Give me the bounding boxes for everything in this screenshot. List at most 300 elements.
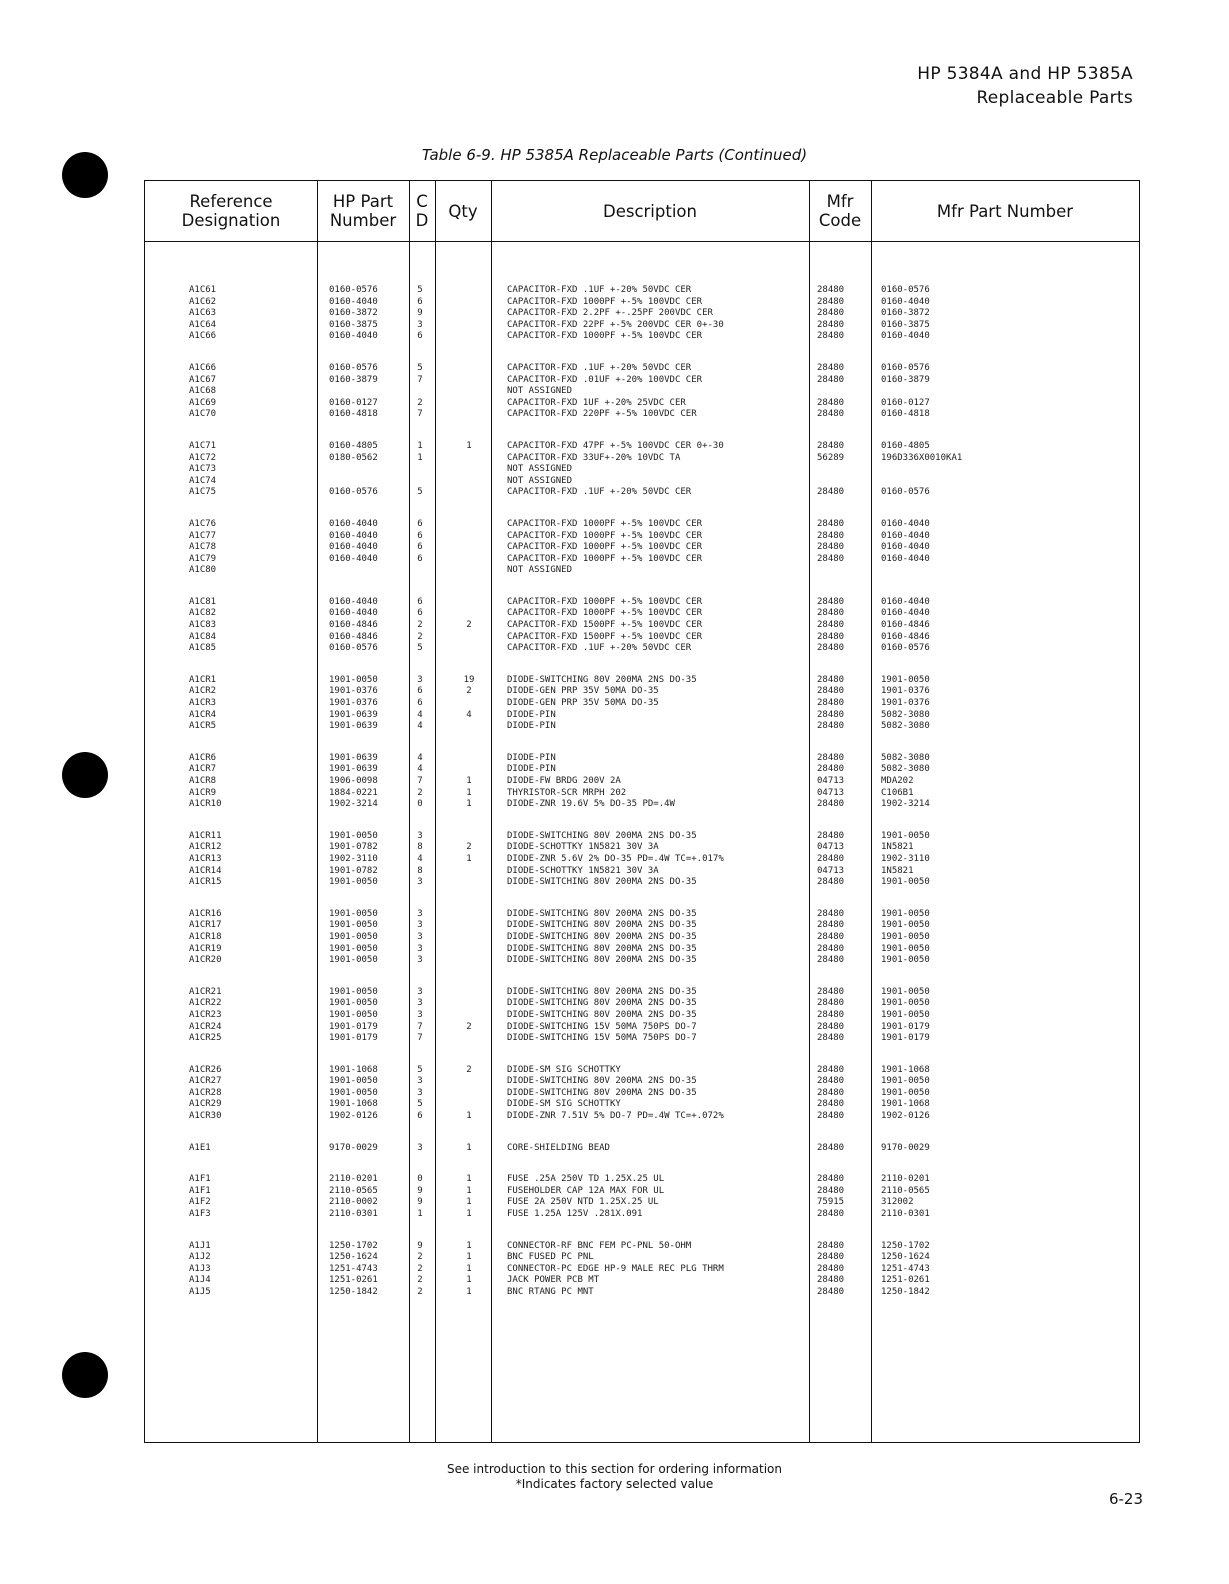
- cell-description: CAPACITOR-FXD .1UF +-20% 50VDC CER: [507, 362, 692, 373]
- cell-mfr-code: 28480: [817, 1033, 845, 1044]
- cell-hp-part: 1901-0376: [329, 698, 378, 709]
- cell-mfr-part: 1251-4743: [881, 1263, 930, 1274]
- cell-description: DIODE-GEN PRP 35V 50MA DO-35: [507, 686, 659, 697]
- cell-description: CAPACITOR-FXD 33UF+-20% 10VDC TA: [507, 452, 681, 463]
- cell-description: NOT ASSIGNED: [507, 386, 573, 397]
- cell-mfr-part: 0160-0576: [881, 362, 930, 373]
- cell-reference: A1C64: [189, 319, 217, 330]
- cell-description: FUSE .25A 250V TD 1.25X.25 UL: [507, 1174, 665, 1185]
- cell-mfr-code: 28480: [817, 518, 845, 529]
- cell-mfr-code: 28480: [817, 1287, 845, 1297]
- cell-hp-part: 0180-0562: [329, 452, 378, 463]
- table-row: [145, 1088, 1139, 1100]
- cell-reference: A1C75: [189, 487, 217, 498]
- cell-reference: A1C61: [189, 285, 217, 295]
- table-row: [145, 909, 1139, 921]
- cell-hp-part: 1901-0050: [329, 830, 378, 841]
- cell-hp-part: 1901-0179: [329, 1033, 378, 1044]
- cell-reference: A1J5: [189, 1287, 211, 1297]
- cell-mfr-code: 28480: [817, 1111, 845, 1122]
- cell-mfr-part: 1901-1068: [881, 1064, 930, 1075]
- table-row: [145, 441, 1139, 453]
- cell-cd: 6: [417, 542, 423, 553]
- cell-description: DIODE-PIN: [507, 709, 556, 720]
- table-row: [145, 597, 1139, 609]
- table-row: [145, 632, 1139, 644]
- cell-qty: 1: [466, 1275, 472, 1286]
- cell-mfr-part: 0160-0576: [881, 643, 930, 654]
- cell-mfr-code: 28480: [817, 553, 845, 564]
- cell-reference: A1C76: [189, 518, 217, 529]
- cell-description: DIODE-SM SIG SCHOTTKY: [507, 1099, 621, 1110]
- cell-description: DIODE-ZNR 7.51V 5% DO-7 PD=.4W TC=+.072%: [507, 1111, 724, 1122]
- cell-mfr-code: 28480: [817, 920, 845, 931]
- table-row: [145, 297, 1139, 309]
- cell-hp-part: 0160-4040: [329, 296, 378, 307]
- cell-hp-part: 0160-4040: [329, 596, 378, 607]
- table-row: [145, 1197, 1139, 1209]
- cell-mfr-part: 0160-0576: [881, 487, 930, 498]
- table-row: [145, 643, 1139, 655]
- cell-mfr-part: 1901-0050: [881, 830, 930, 841]
- cell-mfr-part: 0160-4846: [881, 620, 930, 631]
- cell-mfr-part: 1901-0050: [881, 920, 930, 931]
- cell-reference: A1C62: [189, 296, 217, 307]
- cell-mfr-part: 0160-4040: [881, 530, 930, 541]
- cell-hp-part: 1884-0221: [329, 787, 378, 798]
- cell-reference: A1C71: [189, 440, 217, 451]
- cell-reference: A1CR21: [189, 986, 222, 997]
- cell-mfr-code: 04713: [817, 842, 845, 853]
- cell-reference: A1C70: [189, 409, 217, 420]
- cell-mfr-part: 1N5821: [881, 842, 914, 853]
- cell-reference: A1C69: [189, 397, 217, 408]
- cell-reference: A1CR9: [189, 787, 217, 798]
- table-row: [145, 608, 1139, 620]
- row-group: [145, 519, 1139, 577]
- cell-mfr-code: 28480: [817, 943, 845, 954]
- cell-description: FUSEHOLDER CAP 12A MAX FOR UL: [507, 1185, 665, 1196]
- cell-hp-part: 2110-0002: [329, 1197, 378, 1208]
- cell-reference: A1CR2: [189, 686, 217, 697]
- cell-reference: A1F1: [189, 1174, 211, 1185]
- cell-cd: 7: [417, 409, 423, 420]
- cell-cd: 7: [417, 374, 423, 385]
- cell-cd: 2: [417, 1275, 423, 1286]
- cell-mfr-part: 2110-0201: [881, 1174, 930, 1185]
- cell-cd: 8: [417, 865, 423, 876]
- cell-description: DIODE-ZNR 19.6V 5% DO-35 PD=.4W: [507, 799, 675, 810]
- cell-mfr-code: 28480: [817, 908, 845, 919]
- cell-hp-part: 0160-0127: [329, 397, 378, 408]
- cell-qty: 1: [466, 787, 472, 798]
- table-row: [145, 842, 1139, 854]
- cell-reference: A1C82: [189, 608, 217, 619]
- cell-description: CAPACITOR-FXD 1UF +-20% 25VDC CER: [507, 397, 686, 408]
- cell-description: DIODE-FW BRDG 200V 2A: [507, 776, 621, 786]
- cell-cd: 4: [417, 853, 423, 864]
- cell-cd: 5: [417, 1099, 423, 1110]
- cell-qty: 1: [466, 1185, 472, 1196]
- cell-description: DIODE-SWITCHING 80V 200MA 2NS DO-35: [507, 955, 697, 966]
- cell-hp-part: 0160-3875: [329, 319, 378, 330]
- cell-hp-part: 1901-0376: [329, 686, 378, 697]
- cell-mfr-code: 04713: [817, 776, 845, 786]
- table-row: [145, 987, 1139, 999]
- cell-mfr-code: 28480: [817, 440, 845, 451]
- table-row: [145, 363, 1139, 375]
- cell-mfr-part: 1901-0376: [881, 686, 930, 697]
- table-row: [145, 1033, 1139, 1045]
- cell-description: DIODE-SWITCHING 80V 200MA 2NS DO-35: [507, 998, 697, 1009]
- table-row: [145, 1174, 1139, 1186]
- cell-description: DIODE-PIN: [507, 752, 556, 763]
- cell-reference: A1CR27: [189, 1076, 222, 1087]
- cell-hp-part: 1901-0050: [329, 920, 378, 931]
- cell-reference: A1C66: [189, 331, 217, 342]
- col-header-qty: Qty: [448, 201, 478, 221]
- cell-cd: 1: [417, 452, 423, 463]
- cell-mfr-part: 1901-0050: [881, 955, 930, 966]
- footer-ordering-note: See introduction to this section for ordering information: [446, 1462, 783, 1476]
- cell-cd: 3: [417, 955, 423, 966]
- cell-hp-part: 0160-3879: [329, 374, 378, 385]
- cell-cd: 6: [417, 553, 423, 564]
- cell-mfr-code: 28480: [817, 721, 845, 732]
- cell-reference: A1CR7: [189, 764, 217, 775]
- cell-reference: A1C78: [189, 542, 217, 553]
- cell-cd: 3: [417, 1009, 423, 1020]
- cell-reference: A1CR10: [189, 799, 222, 810]
- cell-cd: 3: [417, 1142, 423, 1153]
- cell-description: CAPACITOR-FXD 1000PF +-5% 100VDC CER: [507, 553, 703, 564]
- cell-description: DIODE-SWITCHING 80V 200MA 2NS DO-35: [507, 908, 697, 919]
- cell-mfr-part: 1901-0050: [881, 943, 930, 954]
- cell-mfr-code: 28480: [817, 1064, 845, 1075]
- cell-cd: 3: [417, 1076, 423, 1087]
- cell-cd: 9: [417, 308, 423, 319]
- cell-description: CAPACITOR-FXD 1000PF +-5% 100VDC CER: [507, 596, 703, 607]
- page-number: 6-23: [1108, 1490, 1143, 1508]
- cell-cd: 7: [417, 1021, 423, 1032]
- header-rule: [145, 241, 1139, 242]
- cell-reference: A1CR28: [189, 1087, 222, 1098]
- cell-mfr-code: 28480: [817, 1240, 845, 1251]
- cell-description: CAPACITOR-FXD 22PF +-5% 200VDC CER 0+-30: [507, 319, 724, 330]
- cell-mfr-part: 1902-3110: [881, 853, 930, 864]
- table-row: [145, 877, 1139, 889]
- cell-mfr-code: 28480: [817, 319, 845, 330]
- cell-mfr-part: 5082-3080: [881, 752, 930, 763]
- cell-mfr-part: 1901-0050: [881, 674, 930, 685]
- cell-cd: 8: [417, 842, 423, 853]
- cell-cd: 9: [417, 1197, 423, 1208]
- cell-mfr-code: 28480: [817, 296, 845, 307]
- col-header-hp-part: HP Part Number: [329, 192, 397, 230]
- cell-hp-part: 0160-4818: [329, 409, 378, 420]
- row-group: [145, 363, 1139, 421]
- table-row: [145, 1143, 1139, 1155]
- cell-cd: 6: [417, 608, 423, 619]
- cell-description: CAPACITOR-FXD 1000PF +-5% 100VDC CER: [507, 530, 703, 541]
- cell-reference: A1CR5: [189, 721, 217, 732]
- cell-mfr-part: 0160-4040: [881, 608, 930, 619]
- cell-hp-part: 0160-4040: [329, 608, 378, 619]
- cell-mfr-code: 28480: [817, 674, 845, 685]
- cell-qty: 1: [466, 776, 472, 786]
- cell-cd: 3: [417, 830, 423, 841]
- cell-reference: A1C79: [189, 553, 217, 564]
- cell-reference: A1CR4: [189, 709, 217, 720]
- cell-reference: A1CR25: [189, 1033, 222, 1044]
- cell-description: DIODE-SWITCHING 80V 200MA 2NS DO-35: [507, 1076, 697, 1087]
- cell-cd: 3: [417, 674, 423, 685]
- cell-qty: 1: [466, 1111, 472, 1122]
- cell-mfr-code: 28480: [817, 362, 845, 373]
- cell-cd: 3: [417, 908, 423, 919]
- cell-mfr-part: 1250-1842: [881, 1287, 930, 1297]
- cell-cd: 4: [417, 752, 423, 763]
- cell-hp-part: 1250-1702: [329, 1240, 378, 1251]
- row-group: [145, 675, 1139, 733]
- table-row: [145, 1111, 1139, 1123]
- cell-description: NOT ASSIGNED: [507, 565, 573, 576]
- cell-cd: 6: [417, 331, 423, 342]
- cell-mfr-code: 28480: [817, 1263, 845, 1274]
- cell-cd: 2: [417, 1263, 423, 1274]
- cell-cd: 5: [417, 487, 423, 498]
- footer-factory-note: *Indicates factory selected value: [515, 1477, 714, 1491]
- cell-hp-part: 2110-0565: [329, 1185, 378, 1196]
- cell-mfr-code: 28480: [817, 1076, 845, 1087]
- cell-reference: A1C63: [189, 308, 217, 319]
- cell-description: CAPACITOR-FXD .01UF +-20% 100VDC CER: [507, 374, 703, 385]
- cell-reference: A1C68: [189, 386, 217, 397]
- cell-reference: A1C85: [189, 643, 217, 654]
- cell-mfr-part: 0160-3875: [881, 319, 930, 330]
- cell-reference: A1C66: [189, 362, 217, 373]
- cell-qty: 1: [466, 1197, 472, 1208]
- cell-cd: 6: [417, 686, 423, 697]
- cell-mfr-code: 56289: [817, 452, 845, 463]
- cell-description: CAPACITOR-FXD 1000PF +-5% 100VDC CER: [507, 542, 703, 553]
- cell-cd: 9: [417, 1185, 423, 1196]
- cell-cd: 7: [417, 1033, 423, 1044]
- cell-mfr-part: 1901-0050: [881, 877, 930, 888]
- row-group: [145, 987, 1139, 1045]
- cell-hp-part: 1901-0782: [329, 865, 378, 876]
- cell-mfr-part: 5082-3080: [881, 764, 930, 775]
- cell-description: DIODE-PIN: [507, 764, 556, 775]
- cell-mfr-code: 28480: [817, 799, 845, 810]
- cell-mfr-code: 28480: [817, 487, 845, 498]
- cell-description: CAPACITOR-FXD 47PF +-5% 100VDC CER 0+-30: [507, 440, 724, 451]
- table-row: [145, 285, 1139, 297]
- table-row: [145, 710, 1139, 722]
- cell-reference: A1C84: [189, 631, 217, 642]
- cell-mfr-part: 5082-3080: [881, 709, 930, 720]
- cell-hp-part: 0160-0576: [329, 285, 378, 295]
- cell-mfr-code: 28480: [817, 1099, 845, 1110]
- table-row: [145, 955, 1139, 967]
- cell-hp-part: 1901-0050: [329, 877, 378, 888]
- cell-mfr-code: 28480: [817, 764, 845, 775]
- cell-reference: A1CR6: [189, 752, 217, 763]
- cell-qty: 2: [466, 1064, 472, 1075]
- binder-hole-middle: [62, 752, 108, 798]
- cell-reference: A1CR14: [189, 865, 222, 876]
- cell-cd: 2: [417, 787, 423, 798]
- cell-description: BNC RTANG PC MNT: [507, 1287, 594, 1297]
- cell-qty: 1: [466, 853, 472, 864]
- cell-cd: 4: [417, 709, 423, 720]
- row-group: [145, 285, 1139, 343]
- cell-reference: A1J2: [189, 1252, 211, 1263]
- cell-mfr-part: 1901-0050: [881, 998, 930, 1009]
- cell-reference: A1CR12: [189, 842, 222, 853]
- cell-hp-part: 2110-0301: [329, 1209, 378, 1220]
- cell-reference: A1C77: [189, 530, 217, 541]
- cell-hp-part: 1250-1624: [329, 1252, 378, 1263]
- cell-description: NOT ASSIGNED: [507, 464, 573, 475]
- cell-cd: 6: [417, 518, 423, 529]
- cell-mfr-part: 196D336X0010KA1: [881, 452, 963, 463]
- cell-hp-part: 0160-4805: [329, 440, 378, 451]
- cell-description: DIODE-SCHOTTKY 1N5821 30V 3A: [507, 865, 659, 876]
- parts-table: [144, 180, 1140, 1443]
- cell-reference: A1CR17: [189, 920, 222, 931]
- cell-mfr-code: 28480: [817, 409, 845, 420]
- cell-mfr-code: 28480: [817, 955, 845, 966]
- cell-mfr-part: 1N5821: [881, 865, 914, 876]
- cell-hp-part: 0160-0576: [329, 362, 378, 373]
- cell-cd: 4: [417, 721, 423, 732]
- cell-mfr-code: 28480: [817, 1021, 845, 1032]
- table-row: [145, 1099, 1139, 1111]
- cell-qty: 1: [466, 1252, 472, 1263]
- cell-cd: 3: [417, 943, 423, 954]
- cell-cd: 6: [417, 530, 423, 541]
- table-row: [145, 1186, 1139, 1198]
- cell-description: FUSE 2A 250V NTD 1.25X.25 UL: [507, 1197, 659, 1208]
- cell-description: CAPACITOR-FXD .1UF +-20% 50VDC CER: [507, 285, 692, 295]
- cell-description: BNC FUSED PC PNL: [507, 1252, 594, 1263]
- page-footer: [0, 1462, 1229, 1492]
- cell-hp-part: 1901-0050: [329, 908, 378, 919]
- cell-cd: 2: [417, 1287, 423, 1297]
- cell-mfr-code: 28480: [817, 698, 845, 709]
- table-row: [145, 386, 1139, 398]
- cell-reference: A1CR23: [189, 1009, 222, 1020]
- cell-reference: A1CR15: [189, 877, 222, 888]
- cell-mfr-part: 1901-0179: [881, 1033, 930, 1044]
- cell-hp-part: 1901-1068: [329, 1099, 378, 1110]
- cell-hp-part: 0160-4040: [329, 331, 378, 342]
- header-section: Replaceable Parts: [976, 88, 1133, 108]
- cell-cd: 5: [417, 1064, 423, 1075]
- cell-mfr-part: 1901-0376: [881, 698, 930, 709]
- table-row: [145, 932, 1139, 944]
- table-row: [145, 320, 1139, 332]
- cell-cd: 3: [417, 998, 423, 1009]
- cell-reference: A1F3: [189, 1209, 211, 1220]
- cell-cd: 2: [417, 1252, 423, 1263]
- table-row: [145, 1076, 1139, 1088]
- table-row: [145, 476, 1139, 488]
- table-row: [145, 331, 1139, 343]
- cell-qty: 2: [466, 686, 472, 697]
- cell-description: DIODE-SWITCHING 80V 200MA 2NS DO-35: [507, 986, 697, 997]
- cell-qty: 1: [466, 1263, 472, 1274]
- table-row: [145, 1287, 1139, 1299]
- table-row: [145, 788, 1139, 800]
- cell-mfr-code: 28480: [817, 1087, 845, 1098]
- cell-cd: 1: [417, 440, 423, 451]
- table-row: [145, 554, 1139, 566]
- cell-cd: 2: [417, 397, 423, 408]
- cell-hp-part: 1902-0126: [329, 1111, 378, 1122]
- cell-hp-part: 0160-4040: [329, 530, 378, 541]
- cell-reference: A1CR11: [189, 830, 222, 841]
- cell-qty: 2: [466, 620, 472, 631]
- cell-cd: 3: [417, 920, 423, 931]
- cell-reference: A1CR1: [189, 674, 217, 685]
- cell-reference: A1C72: [189, 452, 217, 463]
- cell-mfr-part: 1901-0050: [881, 1009, 930, 1020]
- cell-description: CORE-SHIELDING BEAD: [507, 1142, 610, 1153]
- cell-qty: 4: [466, 709, 472, 720]
- cell-mfr-code: 28480: [817, 686, 845, 697]
- cell-qty: 1: [466, 1209, 472, 1220]
- cell-mfr-code: 28480: [817, 1185, 845, 1196]
- cell-reference: A1C81: [189, 596, 217, 607]
- cell-mfr-part: 0160-0576: [881, 285, 930, 295]
- cell-hp-part: 1901-0639: [329, 709, 378, 720]
- cell-mfr-code: 28480: [817, 709, 845, 720]
- table-row: [145, 519, 1139, 531]
- table-row: [145, 854, 1139, 866]
- cell-cd: 0: [417, 1174, 423, 1185]
- cell-reference: A1CR3: [189, 698, 217, 709]
- cell-description: DIODE-SWITCHING 15V 50MA 750PS DO-7: [507, 1033, 697, 1044]
- table-row: [145, 686, 1139, 698]
- cell-hp-part: 2110-0201: [329, 1174, 378, 1185]
- header-model: HP 5384A and HP 5385A: [917, 64, 1133, 84]
- cell-mfr-part: MDA202: [881, 776, 914, 786]
- cell-hp-part: 1901-0050: [329, 674, 378, 685]
- cell-mfr-part: 0160-3872: [881, 308, 930, 319]
- cell-hp-part: 1250-1842: [329, 1287, 378, 1297]
- cell-reference: A1C67: [189, 374, 217, 385]
- table-row: [145, 1275, 1139, 1287]
- cell-mfr-code: 28480: [817, 998, 845, 1009]
- cell-mfr-part: 1901-1068: [881, 1099, 930, 1110]
- cell-description: CAPACITOR-FXD 1000PF +-5% 100VDC CER: [507, 608, 703, 619]
- table-row: [145, 398, 1139, 410]
- cell-hp-part: 1901-0179: [329, 1021, 378, 1032]
- table-row: [145, 620, 1139, 632]
- cell-qty: 1: [466, 799, 472, 810]
- cell-reference: A1F1: [189, 1185, 211, 1196]
- table-row: [145, 920, 1139, 932]
- cell-cd: 5: [417, 362, 423, 373]
- cell-mfr-code: 28480: [817, 542, 845, 553]
- cell-cd: 6: [417, 296, 423, 307]
- cell-hp-part: 1901-0050: [329, 955, 378, 966]
- cell-mfr-code: 28480: [817, 931, 845, 942]
- cell-mfr-code: 28480: [817, 877, 845, 888]
- cell-mfr-code: 28480: [817, 397, 845, 408]
